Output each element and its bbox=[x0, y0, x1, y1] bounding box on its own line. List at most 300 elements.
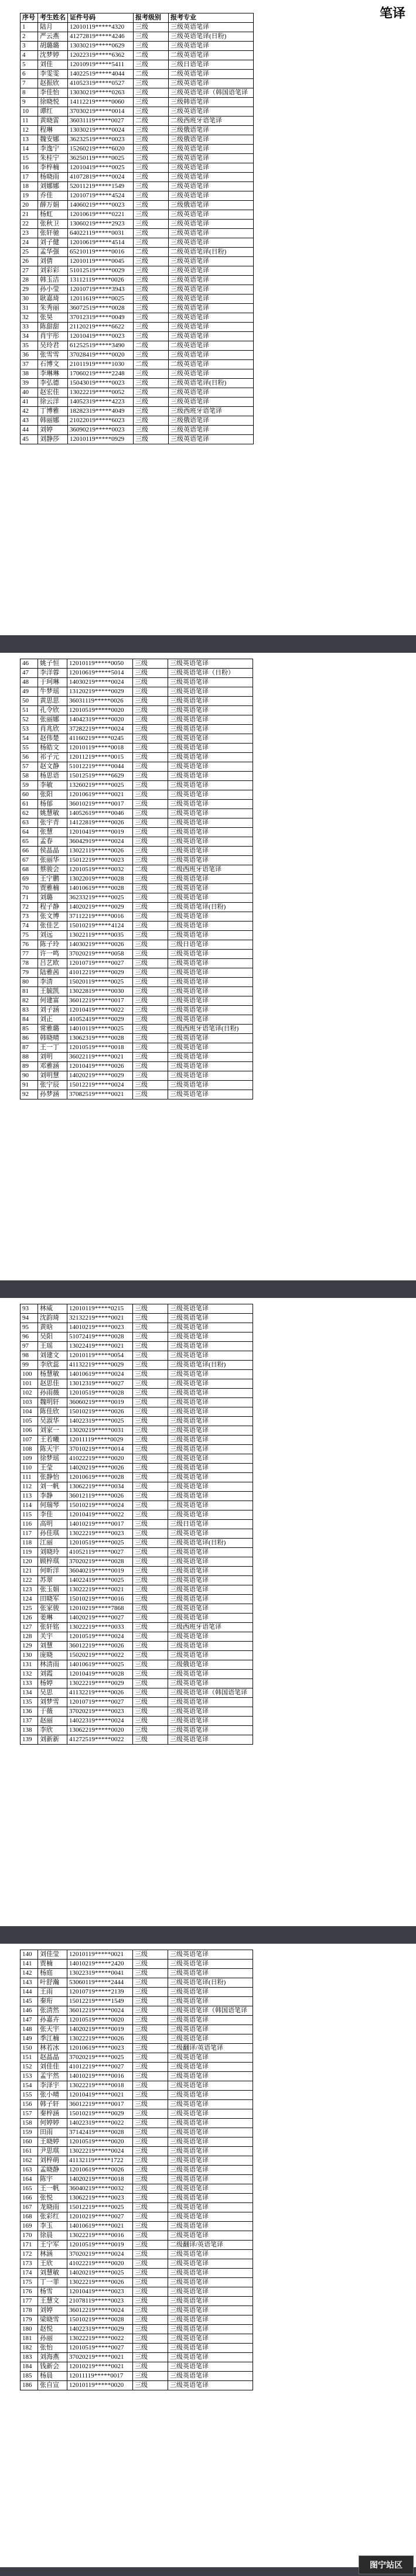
exam-major: 三级英语笔译 bbox=[168, 1510, 253, 1520]
id-number: 14052619*****0046 bbox=[67, 809, 133, 818]
row-number: 23 bbox=[21, 229, 38, 238]
applicant-name: 朱秀丽 bbox=[38, 304, 68, 313]
id-number: 37020219*****0024 bbox=[67, 2250, 133, 2259]
id-number: 12010719*****4524 bbox=[68, 191, 134, 201]
row-number: 68 bbox=[21, 865, 38, 875]
row-number: 91 bbox=[21, 1081, 38, 1090]
row-number: 65 bbox=[21, 837, 38, 847]
table-row bbox=[21, 922, 253, 931]
row-number: 57 bbox=[21, 762, 38, 772]
row-number: 58 bbox=[21, 772, 38, 781]
table-row bbox=[21, 1379, 253, 1389]
table-row bbox=[21, 1950, 253, 1960]
table-row bbox=[21, 1314, 253, 1323]
row-number: 105 bbox=[21, 1417, 38, 1426]
table-row bbox=[21, 201, 254, 210]
id-number: 12010519*****0027 bbox=[67, 2344, 133, 2353]
row-number: 98 bbox=[21, 1351, 38, 1361]
column-header: 考生姓名 bbox=[38, 13, 68, 23]
exam-major: 三级英语笔译(日粉) bbox=[168, 1978, 253, 1988]
id-number: 13060219*****2923 bbox=[68, 220, 134, 229]
id-number: 13022219*****0026 bbox=[67, 2034, 133, 2044]
exam-major: 三级英语笔译 bbox=[168, 2025, 253, 2034]
id-number: 14060219*****0023 bbox=[68, 201, 134, 210]
applicant-name: 王宁鹏 bbox=[38, 875, 67, 884]
exam-major: 三级英语笔译 bbox=[169, 107, 254, 117]
exam-level: 三级 bbox=[133, 2034, 168, 2044]
exam-major: 三级英语笔译 bbox=[169, 266, 254, 276]
table-row bbox=[21, 2025, 253, 2034]
exam-major: 三级英语笔译 bbox=[168, 818, 253, 828]
exam-level: 三级 bbox=[133, 669, 168, 678]
table-row bbox=[21, 2194, 253, 2203]
row-number: 116 bbox=[21, 1520, 38, 1529]
table-row bbox=[21, 1585, 253, 1595]
row-number: 173 bbox=[21, 2259, 38, 2269]
row-number: 137 bbox=[21, 1717, 38, 1726]
exam-major: 三级英语笔译 bbox=[169, 79, 254, 88]
table-row bbox=[21, 79, 254, 88]
exam-level: 三级 bbox=[133, 2212, 168, 2222]
table-row bbox=[21, 2091, 253, 2100]
exam-level: 三级 bbox=[133, 2231, 168, 2241]
id-number: 14010619*****0025 bbox=[67, 1660, 133, 1670]
exam-level: 三级 bbox=[133, 781, 168, 790]
applicant-name: 张天宇 bbox=[38, 2025, 67, 2034]
id-number: 13120219*****0029 bbox=[67, 687, 133, 697]
id-number: 41132219*****0029 bbox=[67, 1361, 133, 1370]
row-number: 8 bbox=[21, 88, 38, 98]
row-number: 94 bbox=[21, 1314, 38, 1323]
row-number: 174 bbox=[21, 2269, 38, 2278]
applicant-name: 孟晓静 bbox=[38, 2166, 67, 2175]
id-number: 51072419*****0028 bbox=[67, 1332, 133, 1342]
exam-level: 三级 bbox=[134, 407, 169, 416]
applicant-name: 刘慧 bbox=[38, 1642, 67, 1651]
exam-level: 三级 bbox=[133, 800, 168, 809]
exam-level: 三级 bbox=[133, 1679, 168, 1688]
exam-level: 三级 bbox=[133, 1726, 168, 1735]
row-number: 178 bbox=[21, 2306, 38, 2315]
exam-level: 三级 bbox=[133, 828, 168, 837]
id-number: 12010619*****0021 bbox=[67, 790, 133, 800]
id-number: 12010119*****0018 bbox=[67, 744, 133, 753]
row-number: 158 bbox=[21, 2119, 38, 2128]
id-number: 12010719*****0027 bbox=[67, 1698, 133, 1707]
row-number: 21 bbox=[21, 210, 38, 220]
id-number: 13062219*****0020 bbox=[67, 1726, 133, 1735]
id-number: 14010219*****0023 bbox=[67, 1323, 133, 1332]
applicant-name: 王一丁 bbox=[38, 1043, 67, 1053]
row-number: 69 bbox=[21, 875, 38, 884]
table-row bbox=[21, 2222, 253, 2231]
row-number: 125 bbox=[21, 1604, 38, 1614]
applicant-name: 刘子健 bbox=[38, 238, 68, 248]
id-number: 12010619*****0026 bbox=[67, 2166, 133, 2175]
exam-major: 三级英语笔译 bbox=[168, 847, 253, 856]
table-row bbox=[21, 351, 254, 360]
id-number: 36072519*****0028 bbox=[68, 304, 134, 313]
id-number: 51012519*****0029 bbox=[68, 266, 134, 276]
exam-major: 三级英语笔译 bbox=[168, 2053, 253, 2063]
row-number: 11 bbox=[21, 117, 38, 126]
exam-level: 三级 bbox=[133, 1557, 168, 1567]
id-number: 36090219*****0023 bbox=[68, 426, 134, 435]
applicant-name: 王雨 bbox=[38, 1988, 67, 1997]
exam-level: 三级 bbox=[133, 2025, 168, 2034]
table-row bbox=[21, 762, 253, 772]
exam-level: 三级 bbox=[133, 2259, 168, 2269]
row-number: 30 bbox=[21, 294, 38, 304]
table-row bbox=[21, 1539, 253, 1548]
id-number: 12010519*****0020 bbox=[67, 2016, 133, 2025]
applicant-name: 庞晓 bbox=[38, 1651, 67, 1660]
exam-major: 三级英语笔译 bbox=[168, 781, 253, 790]
applicant-name: 陈甜甜 bbox=[38, 323, 68, 332]
id-number: 36042919*****0024 bbox=[67, 837, 133, 847]
applicant-name: 梁晓雪 bbox=[38, 2315, 67, 2325]
exam-major: 三级英语笔译 bbox=[169, 285, 254, 294]
exam-major: 三级英语笔译 bbox=[168, 1053, 253, 1062]
row-number: 49 bbox=[21, 687, 38, 697]
table-row bbox=[21, 753, 253, 762]
row-number: 71 bbox=[21, 893, 38, 903]
exam-major: 三级英语笔译(日粉) bbox=[169, 379, 254, 388]
applicant-name: 顾梓琪 bbox=[38, 1557, 67, 1567]
exam-major: 三级英语笔译 bbox=[168, 875, 253, 884]
id-number: 12010719*****0027 bbox=[67, 959, 133, 968]
exam-major: 三级英语笔译 bbox=[168, 2259, 253, 2269]
row-number: 39 bbox=[21, 379, 38, 388]
exam-level: 三级 bbox=[133, 2016, 168, 2025]
exam-level: 三级 bbox=[133, 884, 168, 893]
applicant-name: 姜琳 bbox=[38, 1614, 67, 1623]
row-number: 38 bbox=[21, 369, 38, 379]
table-row bbox=[21, 313, 254, 323]
applicant-name: 姚子恒 bbox=[38, 659, 67, 669]
id-number: 41012219*****0027 bbox=[67, 2063, 133, 2072]
exam-level: 三级 bbox=[134, 32, 169, 42]
exam-major: 三级英语笔译 bbox=[168, 1034, 253, 1043]
applicant-name: 刘晓玲 bbox=[38, 1548, 67, 1557]
id-number: 13030219*****0263 bbox=[68, 88, 134, 98]
table-row bbox=[21, 912, 253, 922]
exam-major: 三级英语笔译 bbox=[168, 2334, 253, 2344]
table-row bbox=[21, 2241, 253, 2250]
row-number: 83 bbox=[21, 1006, 38, 1015]
id-number: 12010619*****0221 bbox=[68, 210, 134, 220]
id-number: 14022319*****0024 bbox=[67, 1717, 133, 1726]
exam-level: 三级 bbox=[133, 2315, 168, 2325]
exam-major: 三级英语笔译 bbox=[168, 893, 253, 903]
id-number: 12010119*****0054 bbox=[67, 1351, 133, 1361]
applicant-name: 韩子轩 bbox=[38, 2100, 67, 2109]
applicant-name: 于薇 bbox=[38, 1707, 67, 1717]
id-number: 15012219*****0023 bbox=[67, 856, 133, 865]
id-number: 36250119*****0025 bbox=[68, 154, 134, 163]
id-number: 14022319*****0025 bbox=[67, 1417, 133, 1426]
table-row bbox=[21, 687, 253, 697]
applicant-name: 李逸宁 bbox=[38, 145, 68, 154]
id-number: 41072819*****0024 bbox=[68, 173, 134, 182]
table-row bbox=[21, 2203, 253, 2212]
id-number: 37020219*****0023 bbox=[67, 1707, 133, 1717]
applicant-name: 王欣 bbox=[38, 2259, 67, 2269]
row-number: 115 bbox=[21, 1510, 38, 1520]
row-number: 3 bbox=[21, 42, 38, 51]
row-number: 27 bbox=[21, 266, 38, 276]
table-row bbox=[21, 1053, 253, 1062]
row-number: 53 bbox=[21, 725, 38, 734]
table-row bbox=[21, 781, 253, 790]
exam-level: 三级 bbox=[133, 2334, 168, 2344]
id-number: 12022319*****6362 bbox=[68, 51, 134, 60]
row-number: 62 bbox=[21, 809, 38, 818]
applicant-name: 李弘德 bbox=[38, 379, 68, 388]
exam-major: 三级英语笔译 bbox=[168, 2297, 253, 2306]
id-number: 13022219*****0029 bbox=[67, 1679, 133, 1688]
exam-major: 三级英语笔译 bbox=[168, 706, 253, 715]
table-row bbox=[21, 426, 254, 435]
exam-major: 三级英语笔译 bbox=[169, 313, 254, 323]
id-number: 15020119*****0025 bbox=[67, 978, 133, 987]
row-number: 41 bbox=[21, 398, 38, 407]
applicant-name: 刘家一 bbox=[38, 1426, 67, 1436]
applicant-name: 丁博雅 bbox=[38, 407, 68, 416]
applicant-name: 林涵 bbox=[38, 2250, 67, 2259]
applicant-name: 黄思思 bbox=[38, 697, 67, 706]
applicant-name: 张怡 bbox=[38, 2344, 67, 2353]
exam-major: 三级英语笔译(日粉) bbox=[168, 903, 253, 912]
table-row bbox=[21, 126, 254, 135]
exam-level: 三级 bbox=[133, 1492, 168, 1501]
applicant-table bbox=[20, 659, 253, 1099]
applicant-name: 张轩驰 bbox=[38, 229, 68, 238]
exam-level: 三级 bbox=[134, 369, 169, 379]
applicant-name: 杨婷 bbox=[38, 1679, 67, 1688]
exam-major: 三级英语笔译 bbox=[168, 2315, 253, 2325]
applicant-name: 姚慧敏 bbox=[38, 809, 67, 818]
exam-level: 三级 bbox=[134, 126, 169, 135]
row-number: 36 bbox=[21, 351, 38, 360]
exam-level: 三级 bbox=[133, 875, 168, 884]
id-number: 15010219*****0016 bbox=[67, 1595, 133, 1604]
exam-major: 三级英语笔译 bbox=[168, 2156, 253, 2166]
applicant-name: 孙嘉卉 bbox=[38, 2016, 67, 2025]
id-number: 41022219*****0020 bbox=[67, 1454, 133, 1464]
row-number: 175 bbox=[21, 2278, 38, 2287]
row-number: 18 bbox=[21, 182, 38, 191]
applicant-name: 刘新新 bbox=[38, 1735, 67, 1745]
exam-level: 三级 bbox=[134, 426, 169, 435]
exam-major: 三级英语笔译 bbox=[168, 678, 253, 687]
table-row bbox=[21, 706, 253, 715]
applicant-name: 黄晗 bbox=[38, 1323, 67, 1332]
table-row bbox=[21, 135, 254, 145]
row-number: 142 bbox=[21, 1969, 38, 1978]
exam-level: 三级 bbox=[133, 2241, 168, 2250]
exam-level: 三级 bbox=[133, 2325, 168, 2334]
table-row bbox=[21, 1960, 253, 1969]
table-row bbox=[21, 931, 253, 940]
exam-major: 三级日语笔译 bbox=[168, 1520, 253, 1529]
id-number: 36040219*****0019 bbox=[67, 1567, 133, 1576]
exam-level: 三级 bbox=[134, 173, 169, 182]
table-row bbox=[21, 2081, 253, 2091]
id-number: 15010219*****0024 bbox=[67, 1501, 133, 1510]
applicant-name: 季江楠 bbox=[38, 2034, 67, 2044]
exam-level: 三级 bbox=[133, 1015, 168, 1025]
row-number: 102 bbox=[21, 1389, 38, 1398]
id-number: 15260219*****6020 bbox=[68, 145, 134, 154]
exam-major: 三级英语笔译 bbox=[168, 2091, 253, 2100]
row-number: 179 bbox=[21, 2315, 38, 2325]
row-number: 88 bbox=[21, 1053, 38, 1062]
exam-major: 三级英语笔译 bbox=[169, 220, 254, 229]
applicant-name: 韩晓晴 bbox=[38, 1034, 67, 1043]
exam-major: 三级英语笔译 bbox=[168, 1445, 253, 1454]
exam-level: 三级 bbox=[133, 2063, 168, 2072]
exam-major: 三级英语笔译 bbox=[168, 753, 253, 762]
id-number: 12010119*****0021 bbox=[67, 1950, 133, 1960]
table-row bbox=[21, 2016, 253, 2025]
table-row bbox=[21, 2034, 253, 2044]
applicant-name: 程子静 bbox=[38, 903, 67, 912]
applicant-name: 薛万娟 bbox=[38, 201, 68, 210]
exam-major: 三级英语笔译 bbox=[168, 950, 253, 959]
exam-level: 三级 bbox=[133, 2203, 168, 2212]
row-number: 145 bbox=[21, 1997, 38, 2006]
row-number: 124 bbox=[21, 1595, 38, 1604]
id-number: 53060119*****2444 bbox=[67, 1978, 133, 1988]
row-number: 128 bbox=[21, 1632, 38, 1642]
exam-level: 三级 bbox=[134, 182, 169, 191]
applicant-name: 赵振欣 bbox=[38, 79, 68, 88]
exam-level: 三级 bbox=[133, 762, 168, 772]
exam-major: 三级英语笔译 bbox=[169, 304, 254, 313]
id-number: 15010219*****0026 bbox=[67, 1407, 133, 1417]
exam-level: 三级 bbox=[133, 2053, 168, 2063]
applicant-name: 张静怡 bbox=[38, 1473, 67, 1482]
table-row bbox=[21, 276, 254, 285]
page-separator bbox=[0, 1926, 416, 1944]
exam-major: 三级英语笔译 bbox=[168, 1332, 253, 1342]
applicant-name: 肖宇彤 bbox=[38, 332, 68, 341]
exam-level: 三级 bbox=[133, 1548, 168, 1557]
applicant-name: 徐晓悦 bbox=[38, 98, 68, 107]
exam-major: 三级英语笔译 bbox=[168, 762, 253, 772]
row-number: 92 bbox=[21, 1090, 38, 1099]
table-row bbox=[21, 1332, 253, 1342]
exam-major: 三级英语笔译 bbox=[168, 659, 253, 669]
exam-level: 三级 bbox=[133, 1389, 168, 1398]
table-row bbox=[21, 1482, 253, 1492]
row-number: 67 bbox=[21, 856, 38, 865]
table-row bbox=[21, 23, 254, 32]
page-title: 笔译 bbox=[379, 6, 405, 21]
applicant-name: 赵丽 bbox=[38, 1717, 67, 1726]
applicant-name: 张清然 bbox=[38, 2006, 67, 2016]
page-separator bbox=[0, 1280, 416, 1298]
applicant-name: 李玉 bbox=[38, 2222, 67, 2231]
table-row bbox=[21, 1034, 253, 1043]
table-row bbox=[21, 1726, 253, 1735]
row-number: 55 bbox=[21, 744, 38, 753]
table-row bbox=[21, 42, 254, 51]
table-row bbox=[21, 1361, 253, 1370]
row-number: 119 bbox=[21, 1548, 38, 1557]
applicant-name: 耿嘉琦 bbox=[38, 294, 68, 304]
table-row bbox=[21, 154, 254, 163]
table-row bbox=[21, 1445, 253, 1454]
row-number: 19 bbox=[21, 191, 38, 201]
applicant-name: 牛梦瑶 bbox=[38, 687, 67, 697]
applicant-name: 孔令欣 bbox=[38, 706, 67, 715]
id-number: 12010419*****0026 bbox=[67, 1062, 133, 1071]
row-number: 34 bbox=[21, 332, 38, 341]
exam-major: 二级西班牙语笔译 bbox=[168, 865, 253, 875]
exam-level: 三级 bbox=[133, 1482, 168, 1492]
exam-level: 三级 bbox=[133, 2184, 168, 2194]
applicant-name: 许一鸣 bbox=[38, 950, 67, 959]
exam-major: 三级英语笔译 bbox=[168, 2166, 253, 2175]
exam-level: 三级 bbox=[134, 107, 169, 117]
exam-major: 三级英语笔译 bbox=[168, 959, 253, 968]
exam-level: 三级 bbox=[133, 1735, 168, 1745]
exam-major: 三级英语笔译 bbox=[168, 1501, 253, 1510]
exam-major: 三级英语笔译 bbox=[168, 1679, 253, 1688]
row-number: 81 bbox=[21, 987, 38, 996]
table-row bbox=[21, 837, 253, 847]
row-number: 109 bbox=[21, 1454, 38, 1464]
page-separator bbox=[0, 635, 416, 653]
applicant-name: 陈子玲 bbox=[38, 940, 67, 950]
row-number: 12 bbox=[21, 126, 38, 135]
row-number: 84 bbox=[21, 1015, 38, 1025]
applicant-name: 王瑶 bbox=[38, 1342, 67, 1351]
exam-level: 三级 bbox=[133, 1062, 168, 1071]
exam-major: 三级英语笔译 bbox=[168, 725, 253, 734]
row-number: 182 bbox=[21, 2344, 38, 2353]
exam-major: 三级英语笔译（日粉） bbox=[168, 669, 253, 678]
exam-level: 二级 bbox=[133, 865, 168, 875]
id-number: 12010219*****7868 bbox=[67, 1604, 133, 1614]
id-number: 14042319*****0020 bbox=[67, 715, 133, 725]
exam-major: 三级英语笔译 bbox=[168, 1379, 253, 1389]
row-number: 117 bbox=[21, 1529, 38, 1539]
exam-major: 三级英语笔译 bbox=[168, 1081, 253, 1090]
id-number: 12010419*****0021 bbox=[67, 2091, 133, 2100]
applicant-name: 杨庭 bbox=[38, 1969, 67, 1978]
applicant-name: 谭红 bbox=[38, 107, 68, 117]
exam-major: 三级英语笔译 bbox=[169, 398, 254, 407]
exam-major: 三级英语笔译 bbox=[168, 2128, 253, 2137]
applicant-name: 杨郁 bbox=[38, 800, 67, 809]
table-row bbox=[21, 1997, 253, 2006]
row-number: 77 bbox=[21, 950, 38, 959]
exam-level: 三级 bbox=[133, 2306, 168, 2315]
id-number: 15010219*****0029 bbox=[67, 2109, 133, 2119]
table-row bbox=[21, 1614, 253, 1623]
table-row bbox=[21, 332, 254, 341]
row-number: 52 bbox=[21, 715, 38, 725]
id-number: 15012519*****6629 bbox=[67, 772, 133, 781]
row-number: 129 bbox=[21, 1642, 38, 1651]
applicant-name: 刘娜娜 bbox=[38, 182, 68, 191]
exam-level: 三级 bbox=[134, 435, 169, 444]
applicant-name: 李泽宇 bbox=[38, 2081, 67, 2091]
id-number: 13022219*****0033 bbox=[67, 1623, 133, 1632]
